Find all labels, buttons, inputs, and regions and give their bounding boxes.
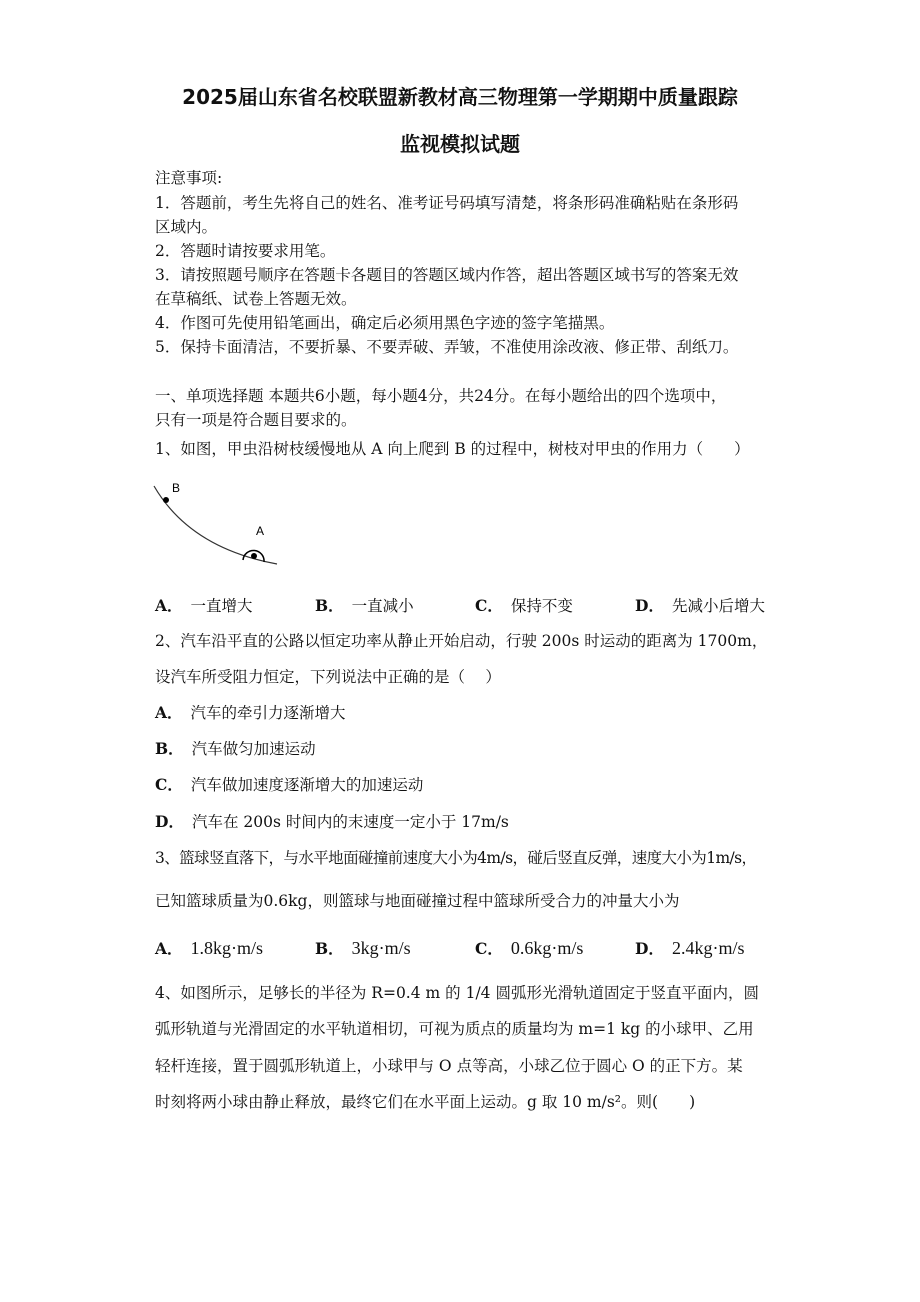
doc-title-line2: 监视模拟试题 <box>400 132 520 156</box>
question-2: 设汽车所受阻力恒定，下列说法中正确的是（ ） <box>155 668 501 686</box>
label-a: A <box>256 524 265 538</box>
q2-option-d: D． 汽车在 200s 时间内的末速度一定小于 17m/s <box>155 812 509 831</box>
question-3: 已知篮球质量为0.6kg，则篮球与地面碰撞过程中篮球所受合力的冲量大小为 <box>155 892 680 910</box>
section-heading: 一、单项选择题 本题共6小题，每小题4分，共24分。在每小题给出的四个选项中， <box>155 387 727 405</box>
q2-option-b: B． 汽车做匀加速运动 <box>155 739 316 758</box>
question-4: 时刻将两小球由静止释放，最终它们在水平面上运动。g 取 10 m/s²。则( ) <box>155 1093 696 1111</box>
label-b: B <box>172 481 181 495</box>
notice-line: 5．保持卡面清洁，不要折暴、不要弄破、弄皱，不准使用涂改液、修正带、刮纸刀。 <box>155 338 739 356</box>
notice-line: 3．请按照题号顺序在答题卡各题目的答题区域内作答，超出答题区域书写的答案无效 <box>155 266 739 284</box>
notice-line: 区域内。 <box>155 218 218 236</box>
question-2: 2、汽车沿平直的公路以恒定功率从静止开始启动，行驶 200s 时运动的距离为 1700m， <box>155 632 768 650</box>
q2-option-a: A． 汽车的牵引力逐渐增大 <box>155 703 346 722</box>
q3-option-b: B． 3kg·m/s <box>315 938 411 958</box>
q3-option-d: D． 2.4kg·m/s <box>635 938 745 958</box>
q1-option-d: D． 先减小后增大 <box>635 596 765 615</box>
q1-option-c: C． 保持不变 <box>475 596 573 615</box>
notice-line: 4．作图可先使用铅笔画出，确定后必须用黑色字迹的签字笔描黑。 <box>155 314 615 332</box>
notice-line: 1．答题前，考生先将自己的姓名、准考证号码填写清楚，将条形码准确粘贴在条形码 <box>155 194 739 212</box>
notice-line: 在草稿纸、试卷上答题无效。 <box>155 290 357 308</box>
notice-line: 2．答题时请按要求用笔。 <box>155 242 336 260</box>
question-4: 弧形轨道与光滑固定的水平轨道相切，可视为质点的质量均为 m=1 kg 的小球甲、乙用 <box>155 1020 754 1038</box>
question-4: 4、如图所示，足够长的半径为 R=0.4 m 的 1/4 圆弧形光滑轨道固定于竖直平面内，圆 <box>155 984 759 1002</box>
q3-option-a: A． 1.8kg·m/s <box>155 938 264 958</box>
q1-option-a: A． 一直增大 <box>155 596 253 615</box>
doc-title-line1: 2025届山东省名校联盟新教材高三物理第一学期期中质量跟踪 <box>182 85 738 109</box>
notice-heading: 注意事项: <box>155 169 223 187</box>
section-heading: 只有一项是符合题目要求的。 <box>155 411 357 429</box>
q2-option-c: C． 汽车做加速度逐渐增大的加速运动 <box>155 775 424 794</box>
q1-option-b: B． 一直减小 <box>315 596 414 615</box>
question-1: 1、如图，甲虫沿树枝缓慢地从 A 向上爬到 B 的过程中，树枝对甲虫的作用力（ ） <box>155 440 750 458</box>
question-4: 轻杆连接，置于圆弧形轨道上，小球甲与 O 点等高，小球乙位于圆心 O 的正下方。某 <box>155 1057 743 1075</box>
beetle-branch-figure <box>150 478 290 573</box>
question-3: 3、篮球竖直落下，与水平地面碰撞前速度大小为4m/s，碰后竖直反弹，速度大小为1m/s， <box>155 849 757 867</box>
q3-option-c: C． 0.6kg·m/s <box>475 938 584 958</box>
